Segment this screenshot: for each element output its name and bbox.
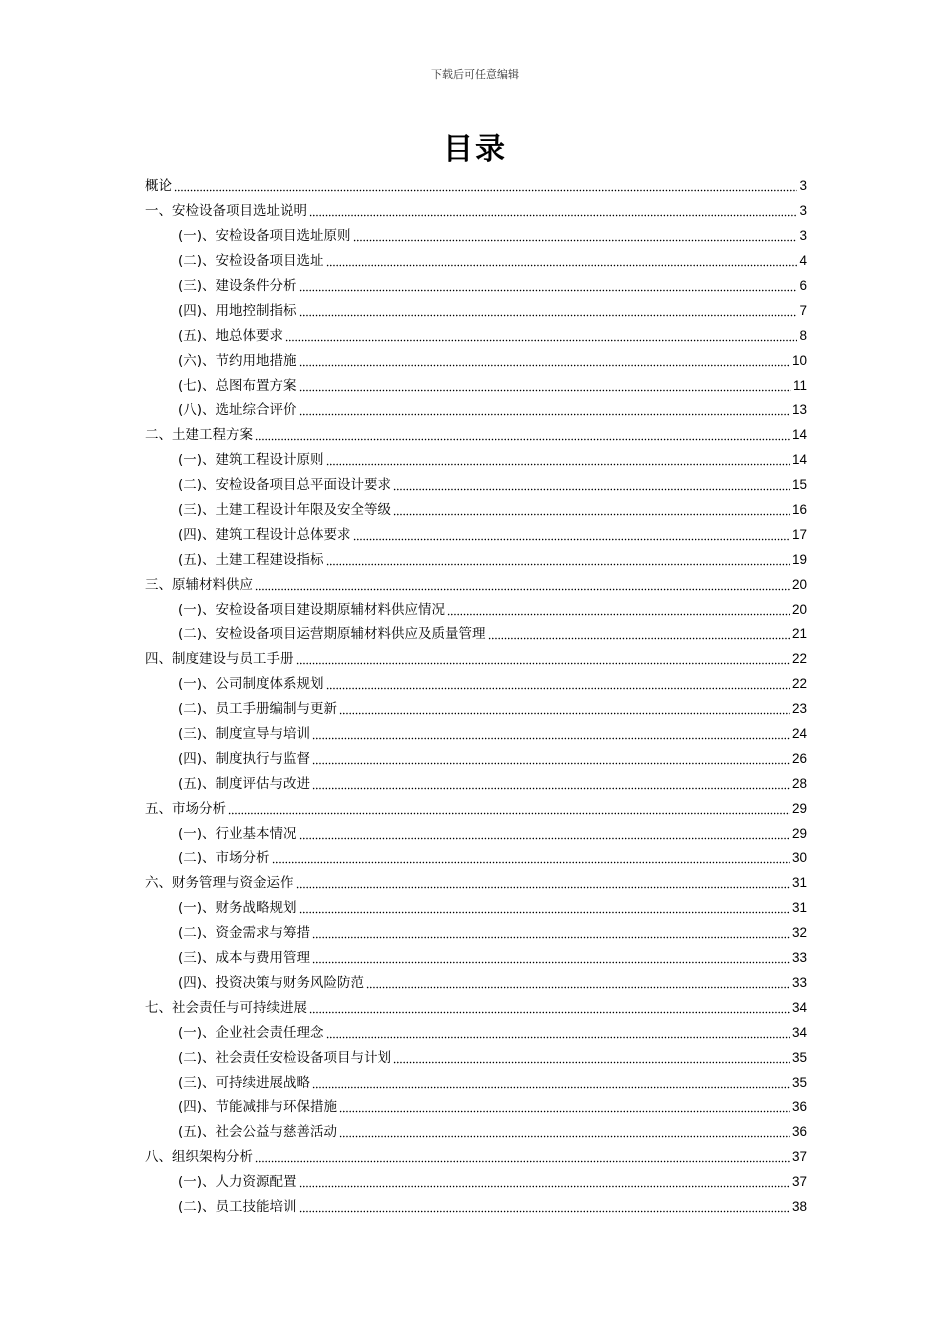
toc-dot-leader [299,902,790,914]
toc-dot-leader [255,579,790,591]
toc-page-number: 38 [791,1198,807,1214]
toc-dot-leader [299,280,798,292]
toc-page-number: 22 [791,676,807,692]
toc-page-number: 34 [791,999,807,1015]
toc-entry-text: (五)、地总体要求 [178,327,284,344]
toc-entry[interactable] [145,921,807,946]
toc-entry[interactable] [145,249,807,274]
toc-page-number: 29 [791,825,807,841]
toc-entry[interactable] [145,274,807,299]
toc-entry-text: 八、组织架构分析 [145,1149,253,1166]
toc-entry[interactable] [145,597,807,622]
toc-page-number: 33 [791,950,807,966]
toc-entry-text: (二)、安检设备项目运营期原辅材料供应及质量管理 [178,626,486,643]
toc-dot-leader [353,529,790,541]
toc-entry[interactable] [145,821,807,846]
toc-page-number: 22 [791,651,807,667]
toc-page-number: 14 [791,452,807,468]
toc-entry-text: (五)、社会公益与慈善活动 [178,1124,338,1141]
toc-entry-text: (四)、用地控制指标 [178,302,297,319]
toc-entry[interactable] [145,348,807,373]
toc-entry[interactable] [145,1045,807,1070]
toc-entry-text: (一)、建筑工程设计原则 [178,452,324,469]
toc-entry[interactable] [145,224,807,249]
toc-page-number: 36 [791,1099,807,1115]
toc-entry[interactable] [145,946,807,971]
toc-entry[interactable] [145,473,807,498]
toc-entry-text: (一)、安检设备项目建设期原辅材料供应情况 [178,601,446,618]
toc-dot-leader [339,703,790,715]
toc-entry-text: (一)、公司制度体系规划 [178,676,324,693]
toc-entry-text: (二)、社会责任安检设备项目与计划 [178,1049,392,1066]
toc-dot-leader [299,828,790,840]
toc-entry-text: (一)、企业社会责任理念 [178,1024,324,1041]
toc-entry[interactable] [145,871,807,896]
toc-page-number: 30 [791,850,807,866]
toc-dot-leader [296,877,790,889]
toc-entry[interactable] [145,846,807,871]
toc-entry[interactable] [145,298,807,323]
toc-entry-text: (四)、投资决策与财务风险防范 [178,974,365,991]
toc-page-number: 37 [791,1149,807,1165]
toc-page-number: 14 [791,427,807,443]
toc-entry-text: (一)、人力资源配置 [178,1174,297,1191]
toc-dot-leader [312,1077,790,1089]
toc-dot-leader [299,355,790,367]
toc-entry[interactable] [145,771,807,796]
toc-entry-text: 二、土建工程方案 [145,427,253,444]
toc-dot-leader [488,628,790,640]
toc-dot-leader [272,852,790,864]
toc-page-number: 20 [791,601,807,617]
toc-dot-leader [309,205,797,217]
toc-entry[interactable] [145,672,807,697]
toc-entry[interactable] [145,323,807,348]
toc-page-number: 11 [792,377,807,393]
toc-dot-leader [326,454,790,466]
toc-entry-text: (二)、安检设备项目选址 [178,253,324,270]
toc-page-number: 20 [791,576,807,592]
toc-entry-text: (一)、财务战略规划 [178,900,297,917]
toc-page-number: 21 [791,626,807,642]
toc-entry[interactable] [145,1120,807,1145]
toc-entry[interactable] [145,1020,807,1045]
toc-page-number: 8 [799,327,807,343]
toc-entry-text: (三)、建设条件分析 [178,278,297,294]
toc-page-number: 13 [791,402,807,418]
toc-page-number: 33 [791,974,807,990]
toc-page-number: 17 [791,526,807,542]
toc-dot-leader [299,404,790,416]
toc-page-number: 10 [791,352,807,368]
toc-dot-leader [326,678,790,690]
toc-dot-leader [299,1176,790,1188]
toc-entry[interactable] [145,373,807,398]
toc-dot-leader [393,1052,790,1064]
toc-page-number: 29 [791,800,807,816]
table-of-contents [145,174,807,1219]
toc-dot-leader [299,305,798,317]
page-header: 下载后可任意编辑 [431,68,519,81]
toc-entry[interactable] [145,423,807,448]
toc-page-number: 28 [791,775,807,791]
toc-page-number: 15 [791,477,807,493]
toc-page-number: 31 [791,875,807,891]
toc-dot-leader [285,330,797,342]
toc-page-number: 3 [799,203,807,219]
toc-page-number: 37 [791,1174,807,1190]
toc-dot-leader [309,1002,790,1014]
toc-page-number: 4 [799,253,807,269]
toc-entry-text: (三)、制度宣导与培训 [178,726,311,743]
toc-dot-leader [366,977,790,989]
toc-entry[interactable] [145,746,807,771]
toc-entry-text: 三、原辅材料供应 [145,576,253,593]
toc-dot-leader [339,1101,790,1113]
toc-dot-leader [255,1151,790,1163]
toc-page-number: 24 [791,726,807,742]
toc-page-number: 7 [799,302,807,318]
toc-entry-text: (六)、节约用地措施 [178,352,297,369]
toc-entry-text: (七)、总图布置方案 [178,377,297,394]
toc-dot-leader [174,180,797,192]
toc-entry[interactable] [145,1095,807,1120]
toc-entry-text: (一)、行业基本情况 [178,825,297,842]
toc-page-number: 3 [799,228,807,244]
toc-entry[interactable] [145,995,807,1020]
toc-title: 目录 [443,132,507,167]
toc-dot-leader [393,504,790,516]
toc-entry-text: 概论 [145,178,172,195]
toc-dot-leader [299,380,791,392]
toc-dot-leader [353,230,798,242]
toc-page-number: 32 [791,925,807,941]
toc-dot-leader [339,1126,790,1138]
toc-entry-text: (五)、土建工程建设指标 [178,551,324,568]
toc-entry-text: 七、社会责任与可持续进展 [145,999,307,1016]
toc-entry[interactable] [145,522,807,547]
toc-entry[interactable] [145,398,807,423]
toc-entry[interactable] [145,722,807,747]
toc-entry[interactable] [145,1195,807,1220]
toc-page-number: 31 [791,900,807,916]
toc-entry-text: 五、市场分析 [145,800,226,817]
toc-entry[interactable] [145,647,807,672]
toc-dot-leader [326,1027,790,1039]
toc-dot-leader [255,429,790,441]
toc-entry-text: (一)、安检设备项目选址原则 [178,228,351,245]
toc-dot-leader [296,653,790,665]
toc-entry[interactable] [145,547,807,572]
toc-entry[interactable] [145,199,807,224]
toc-page-number: 6 [799,278,807,293]
toc-dot-leader [312,753,790,765]
toc-dot-leader [312,778,790,790]
toc-entry[interactable] [145,448,807,473]
toc-dot-leader [393,479,790,491]
toc-page-number: 36 [791,1124,807,1140]
toc-dot-leader [228,803,790,815]
toc-page-number: 35 [791,1049,807,1065]
toc-entry[interactable] [145,1070,807,1095]
toc-entry[interactable] [145,622,807,647]
toc-entry-text: (三)、可持续进展战略 [178,1074,311,1091]
toc-entry-text: (三)、土建工程设计年限及安全等级 [178,502,392,519]
toc-page-number: 19 [791,551,807,567]
toc-entry-text: (四)、制度执行与监督 [178,750,311,767]
toc-entry[interactable] [145,971,807,996]
toc-page-number: 35 [791,1074,807,1090]
toc-entry[interactable] [145,572,807,597]
toc-entry-text: (三)、成本与费用管理 [178,950,311,967]
toc-page-number: 26 [791,750,807,766]
toc-page-number: 3 [799,178,807,194]
toc-dot-leader [447,604,790,616]
toc-page-number: 23 [791,701,807,717]
toc-entry-text: (二)、员工手册编制与更新 [178,701,338,718]
toc-entry[interactable] [145,697,807,722]
toc-entry[interactable] [145,796,807,821]
toc-entry[interactable] [145,896,807,921]
toc-entry-text: (四)、节能减排与环保措施 [178,1099,338,1116]
toc-entry-text: (二)、安检设备项目总平面设计要求 [178,477,392,494]
toc-dot-leader [299,1201,790,1213]
toc-entry-text: (二)、资金需求与筹措 [178,925,311,942]
toc-entry-text: (二)、员工技能培训 [178,1198,297,1215]
toc-dot-leader [326,554,790,566]
toc-entry-text: 一、安检设备项目选址说明 [145,203,307,220]
toc-page-number: 16 [791,502,807,518]
toc-dot-leader [326,255,798,267]
toc-entry[interactable] [145,1170,807,1195]
toc-dot-leader [312,927,790,939]
toc-entry[interactable] [145,1145,807,1170]
toc-entry[interactable] [145,498,807,523]
toc-entry[interactable] [145,174,807,199]
toc-entry-text: (二)、市场分析 [178,850,270,867]
toc-dot-leader [312,952,790,964]
toc-page-number: 34 [791,1024,807,1040]
toc-entry-text: (四)、建筑工程设计总体要求 [178,526,351,543]
toc-entry-text: 四、制度建设与员工手册 [145,651,294,668]
toc-entry-text: (五)、制度评估与改进 [178,775,311,792]
toc-entry-text: (八)、选址综合评价 [178,402,297,419]
toc-entry-text: 六、财务管理与资金运作 [145,875,294,892]
toc-dot-leader [312,728,790,740]
